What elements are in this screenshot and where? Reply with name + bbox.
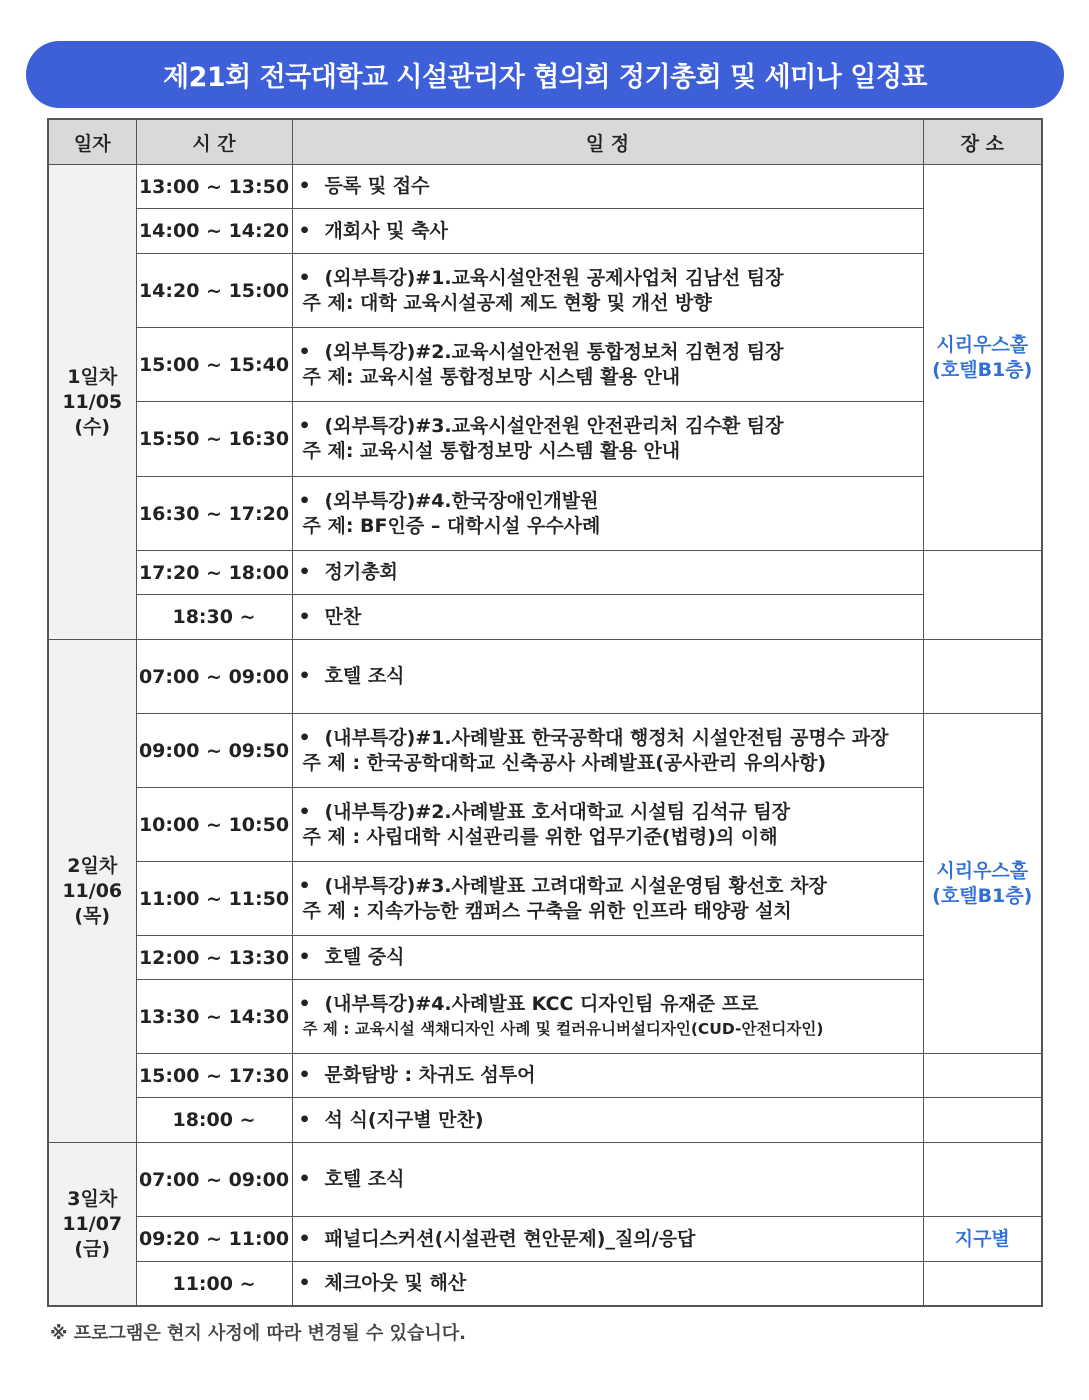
schedule-text: (외부특강)#4.한국장애인개발원 — [324, 489, 599, 512]
place-name: 시리우스홀 — [936, 333, 1029, 356]
bullet: • — [298, 992, 311, 1015]
schedule-cell — [292, 1217, 923, 1262]
place-cell-2 — [923, 714, 1042, 1054]
schedule-topic: 주 제: 대학 교육시설공제 제도 현황 및 개선 방향 — [302, 291, 712, 314]
schedule-table — [47, 118, 1043, 1307]
schedule-text: (외부특강)#3.교육시설안전원 안전관리처 김수환 팀장 — [324, 415, 784, 438]
bullet: • — [298, 561, 311, 584]
time-cell: 09:00 ~ 09:50 — [136, 714, 292, 788]
time-cell: 10:00 ~ 10:50 — [136, 788, 292, 862]
schedule-text: (내부특강)#4.사례발표 KCC 디자인팀 유재준 프로 — [324, 992, 759, 1015]
time-cell: 15:00 ~ 15:40 — [136, 328, 292, 402]
bullet: • — [298, 605, 311, 628]
page-title: 제21회 전국대학교 시설관리자 협의회 정기총회 및 세미나 일정표 — [162, 62, 927, 93]
place-cell-empty — [923, 640, 1042, 714]
table-row — [48, 936, 1042, 980]
bullet: • — [298, 874, 311, 897]
day-weekday: (목) — [74, 904, 111, 927]
time-cell: 15:00 ~ 17:30 — [136, 1054, 292, 1098]
table-row — [48, 980, 1042, 1054]
bullet: • — [298, 175, 311, 197]
day-weekday: (금) — [74, 1237, 111, 1260]
time-cell: 14:20 ~ 15:00 — [136, 254, 292, 328]
schedule-text: 체크아웃 및 해산 — [324, 1272, 467, 1295]
schedule-cell — [292, 209, 923, 254]
time-cell: 13:00 ~ 13:50 — [136, 165, 292, 209]
time-cell: 12:00 ~ 13:30 — [136, 936, 292, 980]
bullet: • — [298, 800, 311, 823]
schedule-cell — [292, 862, 923, 936]
schedule-text: 석 식(지구별 만찬) — [324, 1108, 484, 1131]
schedule-topic: 주 제 : 지속가능한 캠퍼스 구축을 위한 인프라 태양광 설치 — [302, 899, 792, 922]
schedule-topic: 주 제: 교육시설 통합정보망 시스템 활용 안내 — [302, 365, 681, 388]
bullet: • — [298, 665, 311, 688]
table-row — [48, 477, 1042, 551]
schedule-text: 호텔 중식 — [324, 946, 405, 969]
table-row — [48, 254, 1042, 328]
time-cell: 17:20 ~ 18:00 — [136, 551, 292, 595]
table-row — [48, 788, 1042, 862]
schedule-topic: 주 제: 교육시설 통합정보망 시스템 활용 안내 — [302, 440, 681, 463]
bullet: • — [298, 489, 311, 512]
time-cell: 07:00 ~ 09:00 — [136, 640, 292, 714]
time-cell: 13:30 ~ 14:30 — [136, 980, 292, 1054]
time-cell: 07:00 ~ 09:00 — [136, 1143, 292, 1217]
place-cell-empty — [923, 551, 1042, 640]
schedule-text: 문화탐방 : 차귀도 섬투어 — [324, 1064, 536, 1087]
place-cell-1 — [923, 165, 1042, 551]
place-cell-empty — [923, 1098, 1042, 1143]
place-cell-3 — [923, 1217, 1042, 1262]
schedule-cell — [292, 936, 923, 980]
schedule-topic: 주 제: BF인증 – 대학시설 우수사례 — [302, 514, 601, 537]
schedule-text: 등록 및 접수 — [324, 175, 430, 197]
place-floor: (호텔B1층) — [932, 884, 1033, 907]
bullet: • — [298, 946, 311, 969]
place-cell-empty — [923, 1262, 1042, 1306]
place-name: 지구별 — [954, 1227, 1010, 1250]
time-cell: 11:00 ~ 11:50 — [136, 862, 292, 936]
schedule-cell — [292, 551, 923, 595]
table-row — [48, 165, 1042, 209]
schedule-text: 호텔 조식 — [324, 665, 405, 688]
schedule-cell — [292, 402, 923, 477]
schedule-cell — [292, 788, 923, 862]
schedule-text: 만찬 — [324, 605, 362, 628]
header-place: 장 소 — [923, 119, 1042, 165]
bullet: • — [298, 1108, 311, 1131]
schedule-text: 호텔 조식 — [324, 1168, 405, 1191]
table-row — [48, 402, 1042, 477]
place-cell-empty — [923, 1143, 1042, 1217]
table-row — [48, 1098, 1042, 1143]
schedule-text: 개회사 및 축사 — [324, 219, 448, 242]
header-day: 일자 — [48, 119, 136, 165]
day-cell-2 — [48, 640, 136, 1143]
time-cell: 18:00 ~ — [136, 1098, 292, 1143]
table-row — [48, 1143, 1042, 1217]
bullet: • — [298, 1272, 311, 1295]
place-floor: (호텔B1층) — [932, 358, 1033, 381]
table-row — [48, 714, 1042, 788]
schedule-text: (내부특강)#2.사례발표 호서대학교 시설팀 김석규 팀장 — [324, 800, 791, 823]
schedule-cell — [292, 980, 923, 1054]
table-row — [48, 595, 1042, 640]
time-cell: 18:30 ~ — [136, 595, 292, 640]
schedule-topic: 주 제 : 한국공학대학교 신축공사 사례발표(공사관리 유의사항) — [302, 751, 827, 774]
time-cell: 16:30 ~ 17:20 — [136, 477, 292, 551]
schedule-cell — [292, 1143, 923, 1217]
day-date: 11/05 — [62, 390, 123, 413]
day-weekday: (수) — [74, 415, 111, 438]
schedule-cell — [292, 640, 923, 714]
schedule-text: 패널디스커션(시설관련 현안문제)_질의/응답 — [324, 1227, 696, 1250]
bullet: • — [298, 340, 311, 363]
table-row — [48, 862, 1042, 936]
bullet: • — [298, 1168, 311, 1191]
bullet: • — [298, 1227, 311, 1250]
schedule-text: (내부특강)#3.사례발표 고려대학교 시설운영팀 황선호 차장 — [324, 874, 827, 897]
header-schedule: 일 정 — [292, 119, 923, 165]
header-row — [48, 119, 1042, 165]
place-cell-empty — [923, 1054, 1042, 1098]
schedule-cell — [292, 254, 923, 328]
schedule-text: (외부특강)#2.교육시설안전원 통합정보처 김현정 팀장 — [324, 340, 784, 363]
bullet: • — [298, 726, 311, 749]
schedule-topic: 주 제 : 교육시설 색채디자인 사례 및 컬러유니버설디자인(CUD-안전디자인) — [302, 1019, 824, 1038]
schedule-cell — [292, 1262, 923, 1306]
table-row — [48, 1262, 1042, 1306]
bullet: • — [298, 415, 311, 438]
day-cell-1 — [48, 165, 136, 640]
schedule-cell — [292, 328, 923, 402]
table-row — [48, 640, 1042, 714]
schedule-cell — [292, 477, 923, 551]
title-banner — [26, 41, 1064, 108]
bullet: • — [298, 266, 311, 289]
table-row — [48, 209, 1042, 254]
schedule-cell — [292, 1098, 923, 1143]
schedule-text: (외부특강)#1.교육시설안전원 공제사업처 김남선 팀장 — [324, 266, 784, 289]
table-row — [48, 1217, 1042, 1262]
table-row — [48, 328, 1042, 402]
day-label: 3일차 — [67, 1187, 118, 1210]
time-cell: 11:00 ~ — [136, 1262, 292, 1306]
table-row — [48, 551, 1042, 595]
schedule-cell — [292, 595, 923, 640]
schedule-cell — [292, 1054, 923, 1098]
bullet: • — [298, 219, 311, 242]
header-time: 시 간 — [136, 119, 292, 165]
schedule-text: 정기총회 — [324, 561, 398, 584]
table-row — [48, 1054, 1042, 1098]
day-date: 11/06 — [62, 879, 123, 902]
time-cell: 14:00 ~ 14:20 — [136, 209, 292, 254]
day-date: 11/07 — [62, 1212, 123, 1235]
day-cell-3 — [48, 1143, 136, 1306]
bullet: • — [298, 1064, 311, 1087]
footnote: ※ 프로그램은 현지 사정에 따라 변경될 수 있습니다. — [50, 1323, 466, 1344]
day-label: 2일차 — [67, 854, 118, 877]
schedule-cell — [292, 165, 923, 209]
schedule-topic: 주 제 : 사립대학 시설관리를 위한 업무기준(법령)의 이해 — [302, 825, 778, 848]
time-cell: 09:20 ~ 11:00 — [136, 1217, 292, 1262]
day-label: 1일차 — [67, 365, 118, 388]
schedule-cell — [292, 714, 923, 788]
place-name: 시리우스홀 — [936, 859, 1029, 882]
schedule-text: (내부특강)#1.사례발표 한국공학대 행정처 시설안전팀 공명수 과장 — [324, 726, 889, 749]
time-cell: 15:50 ~ 16:30 — [136, 402, 292, 477]
